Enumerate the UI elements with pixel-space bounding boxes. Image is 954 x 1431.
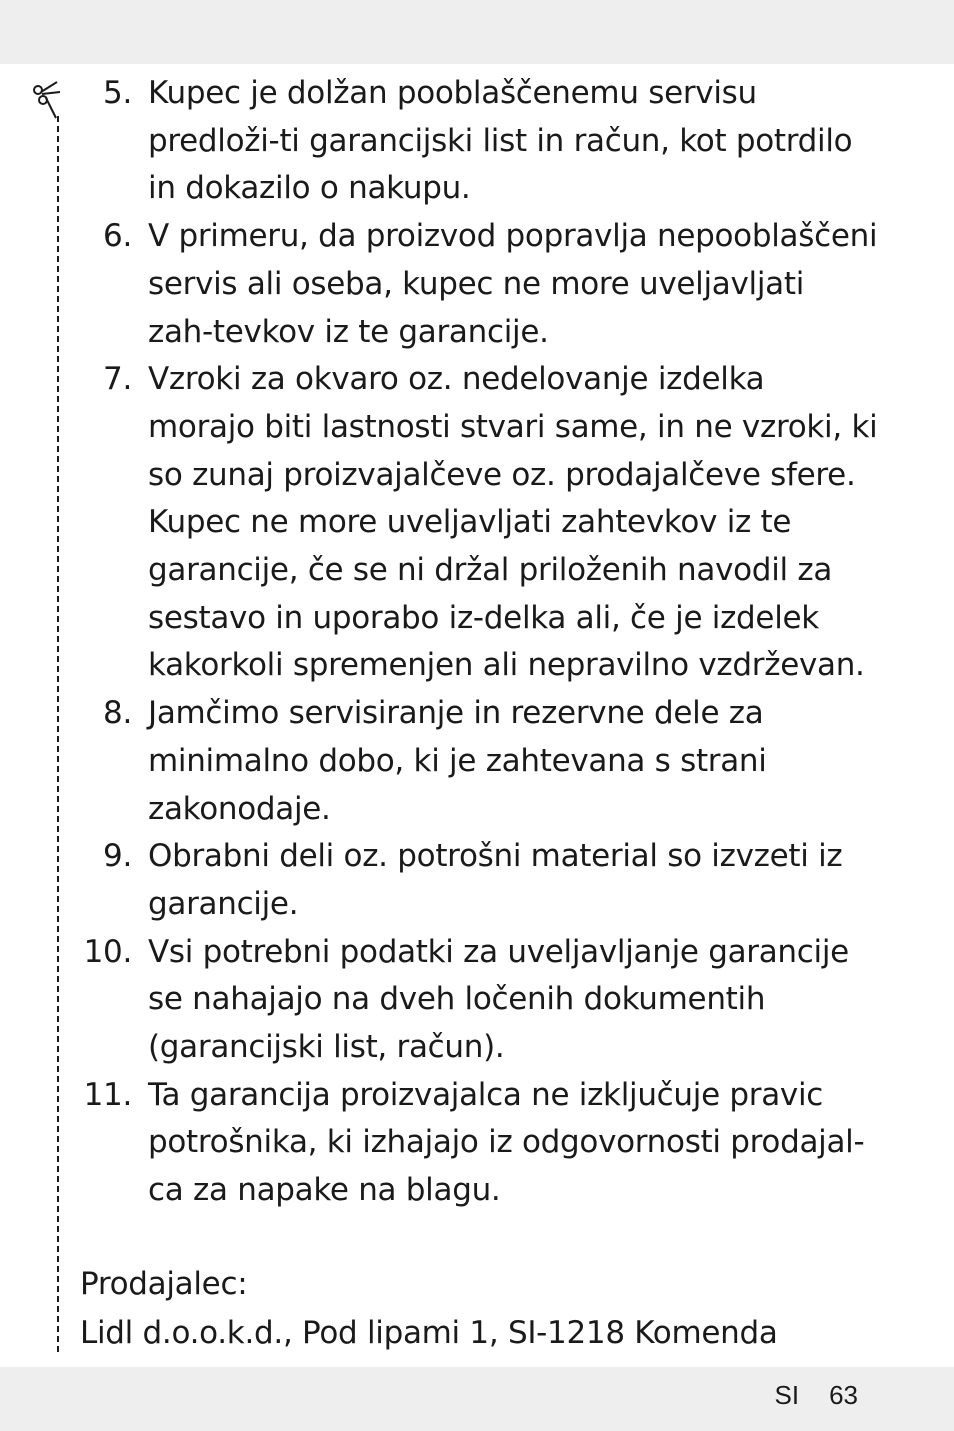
list-item bbox=[0, 690, 878, 833]
list-item bbox=[0, 1072, 878, 1215]
warranty-conditions-list bbox=[0, 70, 954, 1215]
seller-label: Prodajalec: bbox=[80, 1266, 248, 1302]
item-text: Vsi potrebni podatki za uveljavljanje garancije se nahajajo na dveh ločenih dokumentih (garancijski list, račun). bbox=[148, 933, 849, 1066]
list-item bbox=[0, 929, 878, 1072]
item-number: 11. bbox=[83, 1076, 132, 1113]
seller-address: Lidl d.o.o.k.d., Pod lipami 1, SI-1218 Komenda bbox=[80, 1315, 778, 1351]
item-number: 7. bbox=[103, 361, 132, 398]
item-text: Obrabni deli oz. potrošni material so izvzeti iz garancije. bbox=[148, 838, 843, 922]
item-number: 5. bbox=[103, 75, 132, 111]
item-text: Kupec je dolžan pooblaščenemu servisu predloži-ti garancijski list in račun, kot potrdilo in dokazilo o nakupu. bbox=[148, 75, 853, 207]
item-text: Ta garancija proizvajalca ne izključuje pravic potrošnika, ki izhajajo iz odgovornosti prodajal-ca za napake na blagu. bbox=[148, 1076, 865, 1209]
item-number: 8. bbox=[103, 695, 132, 732]
item-text: V primeru, da proizvod popravlja nepooblaščeni servis ali oseba, kupec ne more uveljavljati zah-tevkov iz te garancije. bbox=[148, 218, 878, 350]
top-band bbox=[0, 0, 954, 64]
item-number: 9. bbox=[103, 838, 132, 875]
item-number: 10. bbox=[83, 933, 132, 970]
item-number: 6. bbox=[103, 218, 132, 255]
language-code: SI bbox=[774, 1380, 800, 1410]
list-item bbox=[0, 70, 878, 213]
page-number: 63 bbox=[829, 1380, 858, 1410]
page-footer bbox=[775, 1373, 859, 1417]
item-text: Vzroki za okvaro oz. nedelovanje izdelka morajo biti lastnosti stvari same, in ne vzroki, ki so zunaj proizvajalčeve oz. prodajalčeve sfere. Kupec ne more uveljavljati zahtevkov iz te garancije, če se ni držal priloženih navodil za sestavo in uporabo iz-delka ali, če je izdelek kakorkoli spremenjen ali nepravilno vzdrževan. bbox=[148, 361, 878, 684]
seller-block bbox=[80, 1260, 930, 1358]
list-item bbox=[0, 356, 878, 690]
list-item bbox=[0, 213, 878, 356]
list-item bbox=[0, 833, 878, 928]
item-text: Jamčimo servisiranje in rezervne dele za minimalno dobo, ki je zahtevana s strani zakonodaje. bbox=[148, 695, 767, 827]
